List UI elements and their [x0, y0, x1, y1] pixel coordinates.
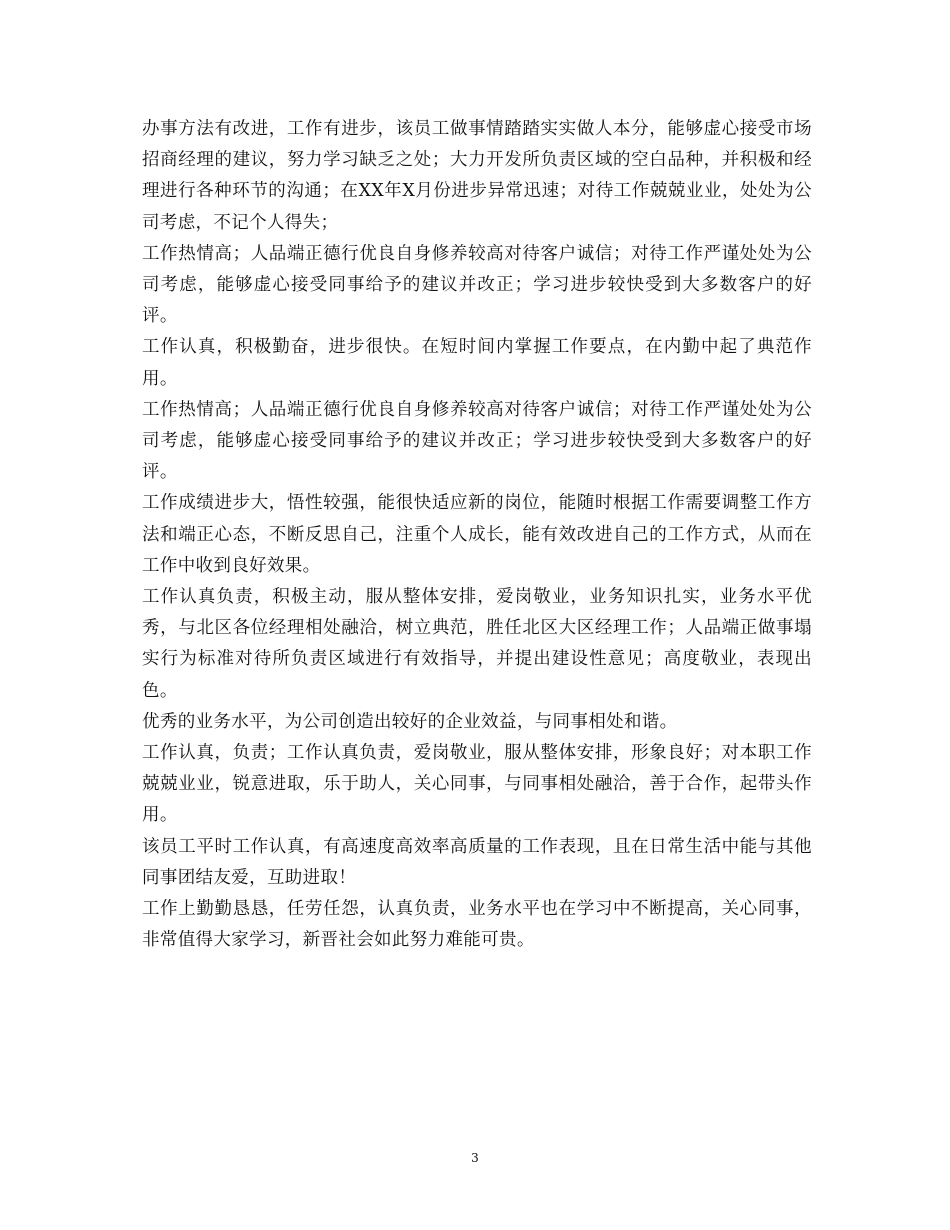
paragraph-8: 工作认真，负责；工作认真负责，爱岗敬业，服从整体安排，形象良好；对本职工作兢兢业业，锐意进取，乐于助人，关心同事，与同事相处融洽，善于合作，起带头作用。	[142, 743, 812, 826]
paragraph-7: 优秀的业务水平，为公司创造出较好的企业效益，与同事相处和谐。	[142, 711, 678, 732]
paragraph-2: 工作热情高；人品端正德行优良自身修养较高对待客户诚信；对待工作严谨处处为公司考虑，能够虚心接受同事给予的建议并改正；学习进步较快受到大多数客户的好评。	[142, 243, 812, 327]
paragraph-3: 工作认真，积极勤奋，进步很快。在短时间内掌握工作要点，在内勤中起了典范作用。	[142, 337, 812, 389]
paragraph-4: 工作热情高；人品端正德行优良自身修养较高对待客户诚信；对待工作严谨处处为公司考虑，能够虚心接受同事给予的建议并改正；学习进步较快受到大多数客户的好评。	[142, 399, 812, 483]
paragraph-1: 办事方法有改进，工作有进步，该员工做事情踏踏实实做人本分，能够虚心接受市场招商经理的建议，努力学习缺乏之处；大力开发所负责区域的空白品种，并积极和经理进行各种环节的沟通；在XX年X月份进步异常迅速；对待工作兢兢业业，处处为公司考虑，不记个人得失；	[142, 119, 812, 233]
page-number: 3	[471, 1151, 479, 1165]
paragraph-10: 工作上勤勤恳恳，任劳任怨，认真负责，业务水平也在学习中不断提高，关心同事，非常值得大家学习，新晋社会如此努力难能可贵。	[142, 899, 812, 951]
paragraph-5: 工作成绩进步大，悟性较强，能很快适应新的岗位，能随时根据工作需要调整工作方法和端正心态，不断反思自己，注重个人成长，能有效改进自己的工作方式，从而在工作中收到良好效果。	[142, 493, 812, 576]
paragraph-9: 该员工平时工作认真，有高速度高效率高质量的工作表现，且在日常生活中能与其他同事团结友爱，互助进取！	[142, 836, 812, 888]
document-body	[142, 114, 812, 956]
paragraph-6: 工作认真负责，积极主动，服从整体安排，爱岗敬业，业务知识扎实，业务水平优秀，与北区各位经理相处融洽，树立典范，胜任北区大区经理工作；人品端正做事塌实行为标准对待所负责区域进行有效指导，并提出建设性意见；高度敬业，表现出色。	[142, 587, 812, 701]
